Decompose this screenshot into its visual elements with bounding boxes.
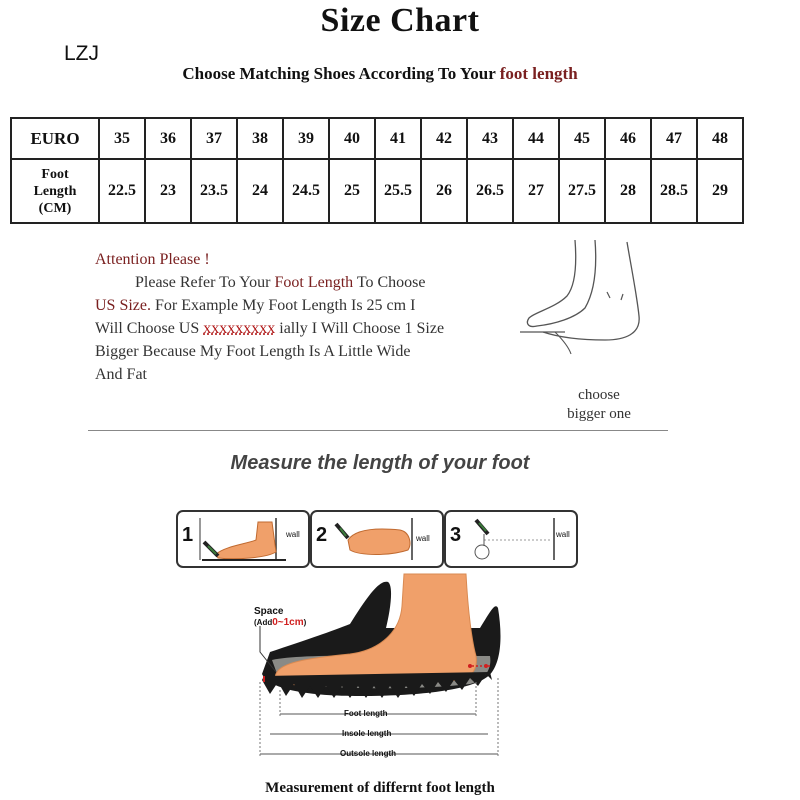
euro-header: EURO	[11, 118, 99, 159]
euro-cell: 35	[99, 118, 145, 159]
attention-highlight: Foot Length	[274, 274, 354, 291]
wall-label: wall	[416, 534, 430, 543]
measure-step-3	[444, 510, 578, 568]
foot-length-cell: 28.5	[651, 159, 697, 223]
attention-text: Will Choose US	[95, 320, 204, 337]
subtitle-prefix: Choose Matching Shoes According To Your	[182, 64, 500, 83]
subtitle	[0, 64, 760, 84]
brand-label: LZJ	[64, 42, 100, 65]
shoe-cross-section-illustration	[240, 572, 520, 777]
measure-step-2	[310, 510, 444, 568]
euro-cell: 40	[329, 118, 375, 159]
foot-length-cell: 29	[697, 159, 743, 223]
space-label: Space	[254, 606, 284, 617]
choose-bigger-line: choose	[578, 387, 620, 403]
euro-cell: 36	[145, 118, 191, 159]
attention-line: And Fat	[95, 366, 147, 383]
step-number: 1	[182, 524, 194, 546]
attention-text: Please Refer To Your	[135, 274, 275, 291]
attention-line	[95, 317, 521, 340]
measure-title: Measure the length of your foot	[230, 452, 530, 474]
foot-sketch-illustration	[515, 236, 665, 356]
choose-bigger-line: bigger one	[567, 406, 631, 422]
euro-cell: 44	[513, 118, 559, 159]
outsole-length-label: Outsole length	[340, 749, 396, 758]
foot-length-header-line: (CM)	[38, 200, 72, 216]
foot-length-cell: 27	[513, 159, 559, 223]
space-add-prefix: (Add	[254, 618, 273, 627]
measurement-caption: Measurement of differnt foot length	[265, 780, 495, 796]
euro-cell: 48	[697, 118, 743, 159]
foot-length-header-line: Length	[33, 183, 77, 199]
attention-note	[95, 248, 521, 386]
foot-length-cell: 26	[421, 159, 467, 223]
euro-cell: 45	[559, 118, 605, 159]
foot-length-cell: 24.5	[283, 159, 329, 223]
space-add-suffix: )	[303, 618, 307, 627]
attention-text: ially I Will Choose 1 Size	[275, 320, 445, 337]
euro-cell: 41	[375, 118, 421, 159]
foot-length-cell: 24	[237, 159, 283, 223]
euro-cell: 37	[191, 118, 237, 159]
space-add-label	[254, 617, 306, 628]
size-table	[10, 117, 744, 224]
step-3-measure-illustration	[464, 516, 572, 562]
step-1-foot-illustration	[196, 516, 304, 562]
attention-highlight: US Size.	[95, 297, 151, 314]
attention-line	[95, 271, 521, 294]
step-number: 3	[450, 524, 462, 546]
wall-label: wall	[556, 530, 570, 539]
foot-length-cell: 22.5	[99, 159, 145, 223]
euro-row	[11, 118, 743, 159]
euro-cell: 38	[237, 118, 283, 159]
measure-step-1	[176, 510, 310, 568]
foot-length-cell: 25.5	[375, 159, 421, 223]
attention-title: Attention Please !	[95, 251, 210, 268]
foot-length-cell: 23.5	[191, 159, 237, 223]
attention-line: Bigger Because My Foot Length Is A Little Wide	[95, 343, 411, 360]
foot-length-cell: 27.5	[559, 159, 605, 223]
step-number: 2	[316, 524, 328, 546]
euro-cell: 46	[605, 118, 651, 159]
insole-length-label: Insole length	[342, 729, 392, 738]
euro-cell: 47	[651, 118, 697, 159]
attention-line	[95, 294, 521, 317]
page-title: Size Chart	[320, 2, 480, 39]
euro-cell: 42	[421, 118, 467, 159]
attention-text: For Example My Foot Length Is 25 cm I	[151, 297, 416, 314]
foot-length-cell: 23	[145, 159, 191, 223]
wall-label: wall	[286, 530, 300, 539]
subtitle-highlight: foot length	[499, 64, 578, 83]
foot-length-cell: 26.5	[467, 159, 513, 223]
foot-length-row	[11, 159, 743, 223]
foot-length-header	[11, 159, 99, 223]
euro-cell: 43	[467, 118, 513, 159]
euro-cell: 39	[283, 118, 329, 159]
foot-length-label: Foot length	[344, 709, 388, 718]
section-divider	[88, 430, 668, 431]
attention-text: To Choose	[353, 274, 426, 291]
foot-length-cell: 28	[605, 159, 651, 223]
space-add-value: 0~1cm	[272, 617, 304, 628]
attention-placeholder: xxxxxxxxx	[203, 320, 276, 337]
choose-bigger-note	[560, 386, 638, 424]
foot-length-cell: 25	[329, 159, 375, 223]
foot-length-header-line: Foot	[41, 166, 69, 182]
